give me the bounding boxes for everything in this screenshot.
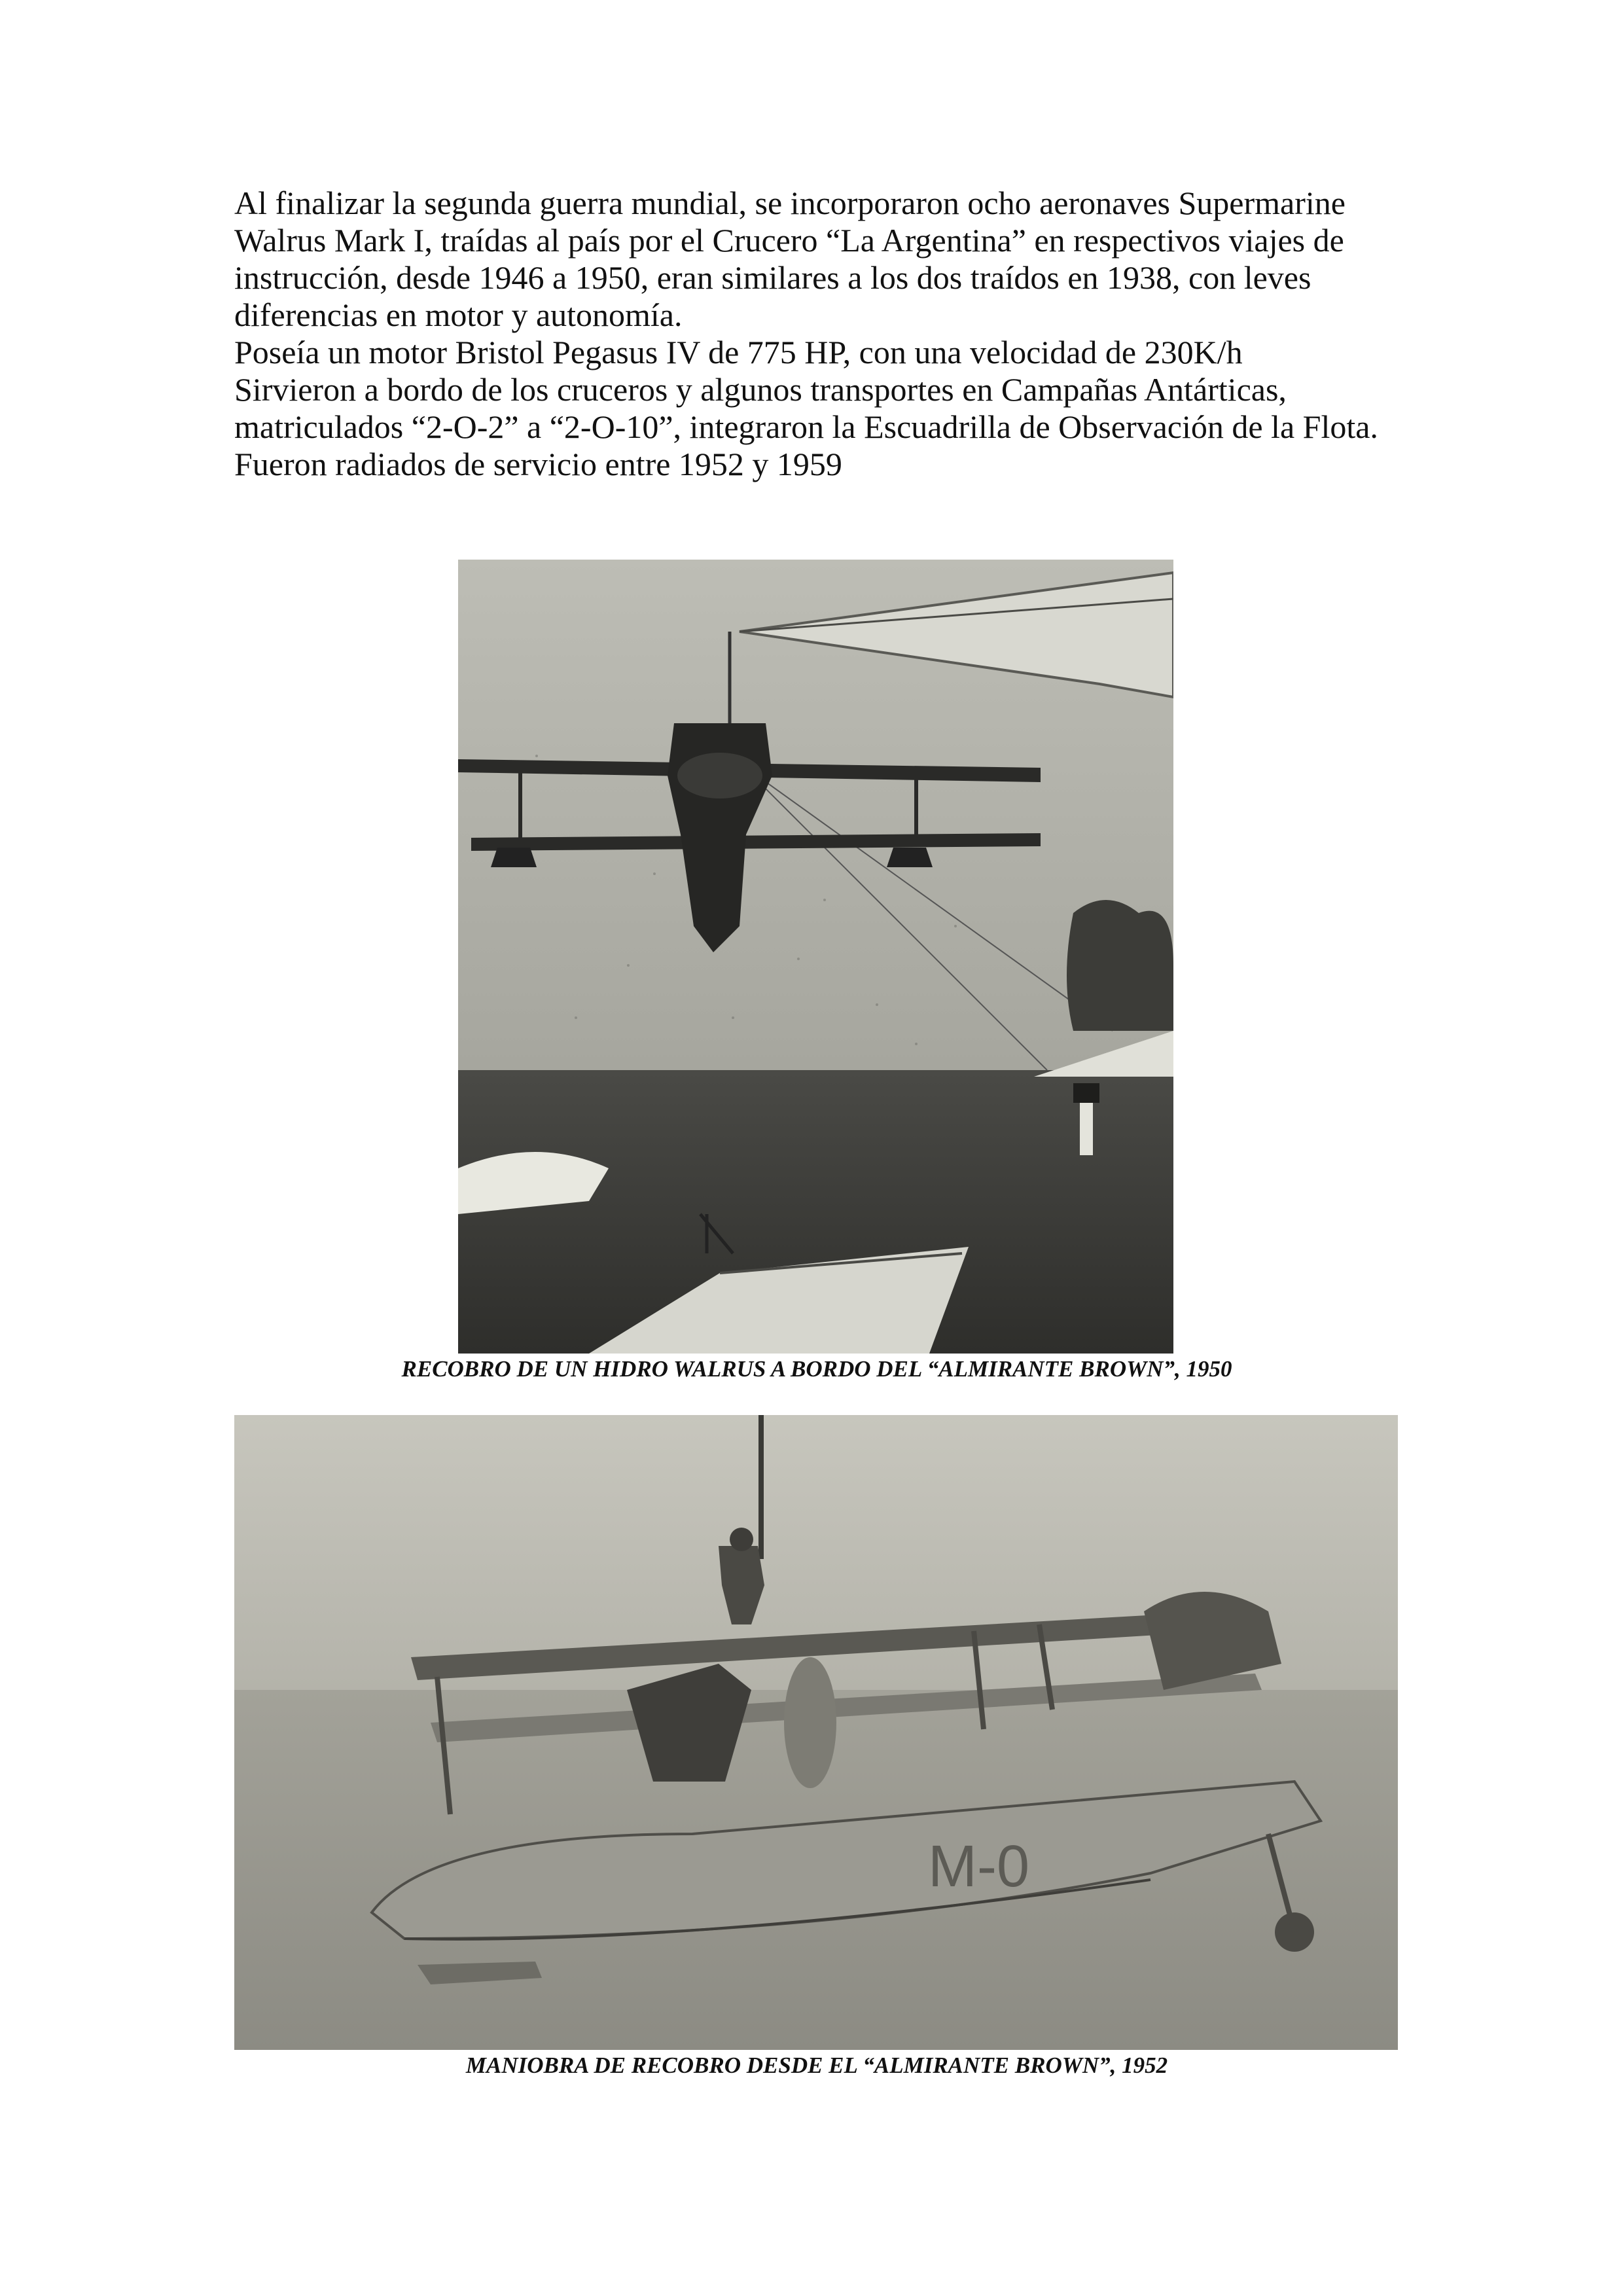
text-line: matriculados “2-O-2” a “2-O-10”, integraron la Escuadrilla de Observación de la Flota. bbox=[234, 408, 1378, 445]
text-line: Poseía un motor Bristol Pegasus IV de 775 HP, con una velocidad de 230K/h bbox=[234, 334, 1243, 370]
text-line: Al finalizar la segunda guerra mundial, se incorporaron ocho aeronaves Supermarine bbox=[234, 185, 1346, 221]
photo-recovery-maneuver-1952-image bbox=[234, 1415, 1398, 2050]
figure-caption: MANIOBRA DE RECOBRO DESDE EL “ALMIRANTE BROWN”, 1952 bbox=[465, 2053, 1168, 2078]
text-line: Walrus Mark I, traídas al país por el Crucero “La Argentina” en respectivos viajes de bbox=[234, 222, 1344, 259]
photo-walrus-recovery-1950 bbox=[458, 560, 1173, 1354]
figure-caption: RECOBRO DE UN HIDRO WALRUS A BORDO DEL “ALMIRANTE BROWN”, 1950 bbox=[401, 1356, 1232, 1382]
text-line: instrucción, desde 1946 a 1950, eran similares a los dos traídos en 1938, con leves bbox=[234, 259, 1311, 296]
photo-walrus-recovery-1950-image bbox=[458, 560, 1173, 1354]
text-line: diferencias en motor y autonomía. bbox=[234, 296, 683, 333]
body-paragraph bbox=[234, 185, 1399, 483]
hull-marking: M-0 bbox=[928, 1834, 1029, 1899]
text-line: Fueron radiados de servicio entre 1952 y 1959 bbox=[234, 446, 842, 482]
photo-recovery-maneuver-1952 bbox=[234, 1415, 1398, 2050]
text-line: Sirvieron a bordo de los cruceros y algunos transportes en Campañas Antárticas, bbox=[234, 371, 1287, 408]
